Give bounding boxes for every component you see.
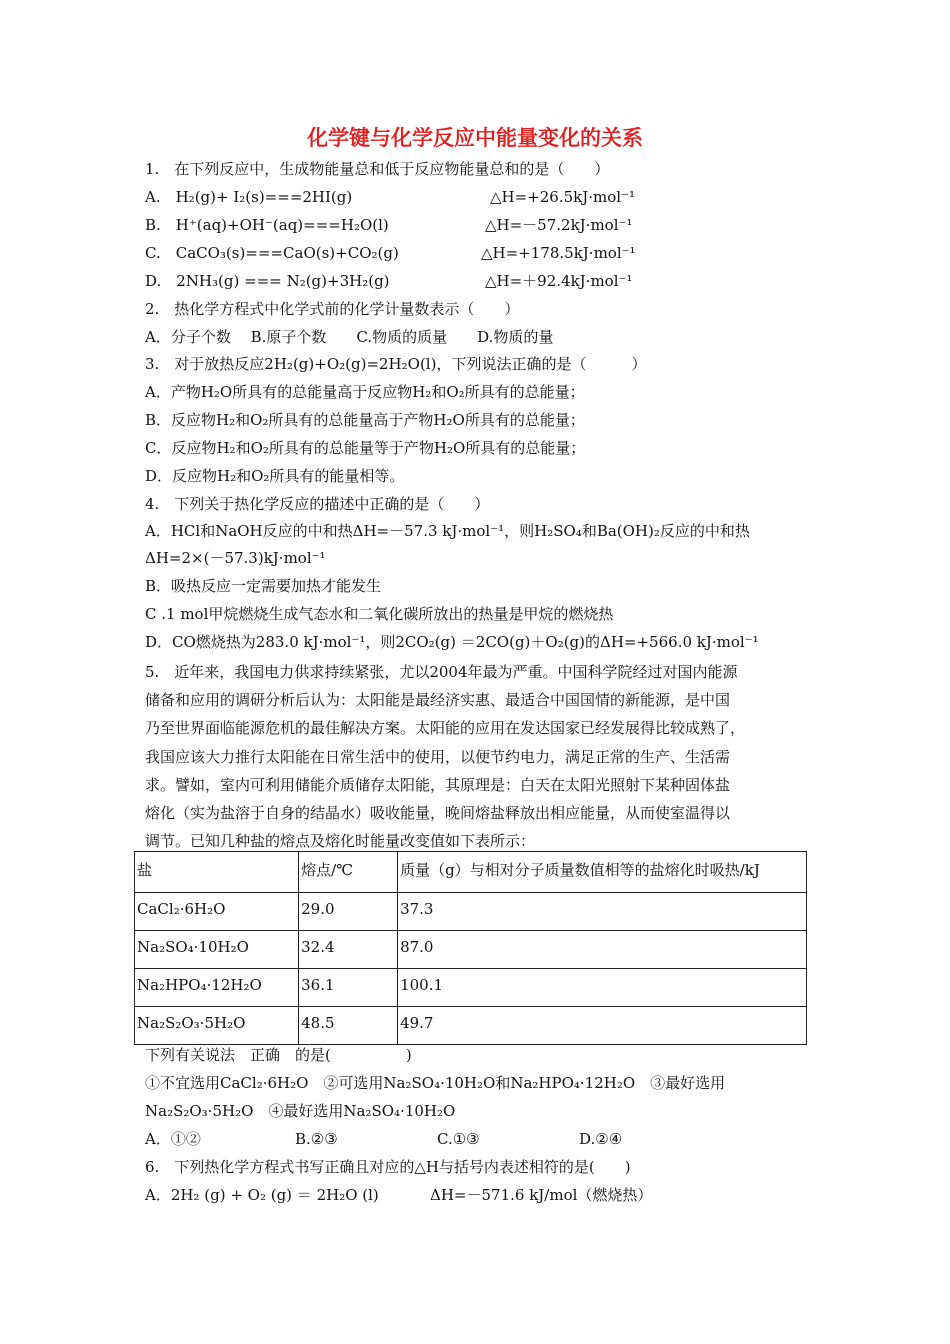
q1-d-equation: D. 2NH₃(g) === N₂(g)+3H₂(g)	[145, 272, 390, 290]
table-row	[135, 1007, 807, 1045]
q3-option-d: D．反应物H₂和O₂所具有的能量相等。	[145, 467, 405, 485]
salt-table	[134, 851, 807, 1045]
q6-a-enthalpy: ΔH=－571.6 kJ/mol（燃烧热）	[430, 1186, 653, 1204]
q1-c-enthalpy: △H=+178.5kJ·mol⁻¹	[481, 244, 636, 262]
q4-stem: 4. 下列关于热化学反应的描述中正确的是（ ）	[145, 495, 490, 513]
header-melting-point: 熔点/℃	[299, 852, 398, 893]
q4-option-c: C .1 mol甲烷燃烧生成气态水和二氧化碳所放出的热量是甲烷的燃烧热	[145, 605, 614, 623]
cell-salt: Na₂SO₄·10H₂O	[135, 931, 299, 969]
q2-stem: 2. 热化学方程式中化学式前的化学计量数表示（ ）	[145, 300, 520, 318]
cell-heat: 87.0	[398, 931, 807, 969]
q3-stem: 3. 对于放热反应2H₂(g)+O₂(g)=2H₂O(l)，下列说法正确的是（ ）	[145, 355, 647, 373]
q5-choice-d: D.②④	[579, 1130, 623, 1148]
q5-line: 我国应该大力推行太阳能在日常生活中的使用，以便节约电力，满足正常的生产、生活需	[145, 747, 731, 766]
q3-option-c: C．反应物H₂和O₂所具有的总能量等于产物H₂O所具有的总能量；	[145, 439, 586, 457]
q5-choice-a: A．①②	[145, 1130, 201, 1148]
cell-melting-point: 36.1	[299, 969, 398, 1007]
cell-melting-point: 48.5	[299, 1007, 398, 1045]
q6-a-equation: A．2H₂ (g) + O₂ (g) ＝ 2H₂O (l)	[145, 1186, 379, 1204]
cell-salt: CaCl₂·6H₂O	[135, 893, 299, 931]
q1-stem: 1. 在下列反应中，生成物能量总和低于反应物能量总和的是（ ）	[145, 160, 610, 178]
q4-option-a: A．HCl和NaOH反应的中和热ΔH=－57.3 kJ·mol⁻¹，则H₂SO₄和Ba(OH)₂反应的中和热	[145, 522, 750, 540]
cell-salt: Na₂S₂O₃·5H₂O	[135, 1007, 299, 1045]
q1-d-enthalpy: △H=＋92.4kJ·mol⁻¹	[485, 272, 633, 290]
page-title: 化学键与化学反应中能量变化的关系	[307, 126, 643, 150]
q5-choice-c: C.①③	[437, 1130, 480, 1148]
q4-option-a-cont: ΔH=2×(－57.3)kJ·mol⁻¹	[145, 549, 326, 567]
cell-heat: 37.3	[398, 893, 807, 931]
q1-b-equation: B. H⁺(aq)+OH⁻(aq)===H₂O(l)	[145, 216, 389, 234]
q5-choice-b: B.②③	[295, 1130, 338, 1148]
q1-a-equation: A. H₂(g)+ I₂(s)===2HI(g)	[145, 188, 353, 206]
header-salt: 盐	[135, 852, 299, 893]
cell-melting-point: 29.0	[299, 893, 398, 931]
q3-option-b: B．反应物H₂和O₂所具有的总能量高于产物H₂O所具有的总能量；	[145, 411, 585, 429]
q2-options: A．分子个数 B.原子个数 C.物质的质量 D.物质的量	[145, 328, 554, 346]
table-row	[135, 969, 807, 1007]
q3-option-a: A．产物H₂O所具有的总能量高于反应物H₂和O₂所具有的总能量；	[145, 383, 585, 401]
table-header-row	[135, 852, 807, 893]
q1-b-enthalpy: △H=－57.2kJ·mol⁻¹	[485, 216, 633, 234]
q6-stem: 6. 下列热化学方程式书写正确且对应的△H与括号内表述相符的是( )	[145, 1158, 631, 1176]
q5-line: 调节。已知几种盐的熔点及熔化时能量改变值如下表所示：	[145, 832, 536, 851]
q5-line: 乃至世界面临能源危机的最佳解决方案。太阳能的应用在发达国家已经发展得比较成熟了，	[145, 719, 746, 738]
q5-question: 下列有关说法 正确 的是( )	[145, 1046, 412, 1064]
q5-line: 储备和应用的调研分析后认为：太阳能是最经济实惠、最适合中国国情的新能源，是中国	[145, 691, 731, 710]
cell-salt: Na₂HPO₄·12H₂O	[135, 969, 299, 1007]
q1-a-enthalpy: △H=+26.5kJ·mol⁻¹	[490, 188, 636, 206]
q5-line: 熔化（实为盐溶于自身的结晶水）吸收能量，晚间熔盐释放出相应能量，从而使室温得以	[145, 804, 731, 823]
cell-heat: 49.7	[398, 1007, 807, 1045]
cell-heat: 100.1	[398, 969, 807, 1007]
table-row	[135, 931, 807, 969]
q5-statements-1: ①不宜选用CaCl₂·6H₂O ②可选用Na₂SO₄·10H₂O和Na₂HPO₄·12H₂O ③最好选用	[145, 1074, 726, 1092]
q5-paragraph	[145, 658, 810, 855]
header-heat-absorbed: 质量（g）与相对分子质量数值相等的盐熔化时吸热/kJ	[398, 852, 807, 893]
cell-melting-point: 32.4	[299, 931, 398, 969]
q5-line: 5. 近年来，我国电力供求持续紧张，尤以2004年最为严重。中国科学院经过对国内能源	[145, 663, 738, 681]
q4-option-b: B．吸热反应一定需要加热才能发生	[145, 577, 382, 595]
q1-c-equation: C. CaCO₃(s)===CaO(s)+CO₂(g)	[145, 244, 399, 262]
q5-statements-2: Na₂S₂O₃·5H₂O ④最好选用Na₂SO₄·10H₂O	[145, 1102, 456, 1120]
q4-option-d: D．CO燃烧热为283.0 kJ·mol⁻¹，则2CO₂(g) ＝2CO(g)＋O₂(g)的ΔH=+566.0 kJ·mol⁻¹	[145, 633, 759, 651]
q5-line: 求。譬如，室内可利用储能介质储存太阳能，其原理是：白天在太阳光照射下某种固体盐	[145, 775, 731, 794]
table-row	[135, 893, 807, 931]
